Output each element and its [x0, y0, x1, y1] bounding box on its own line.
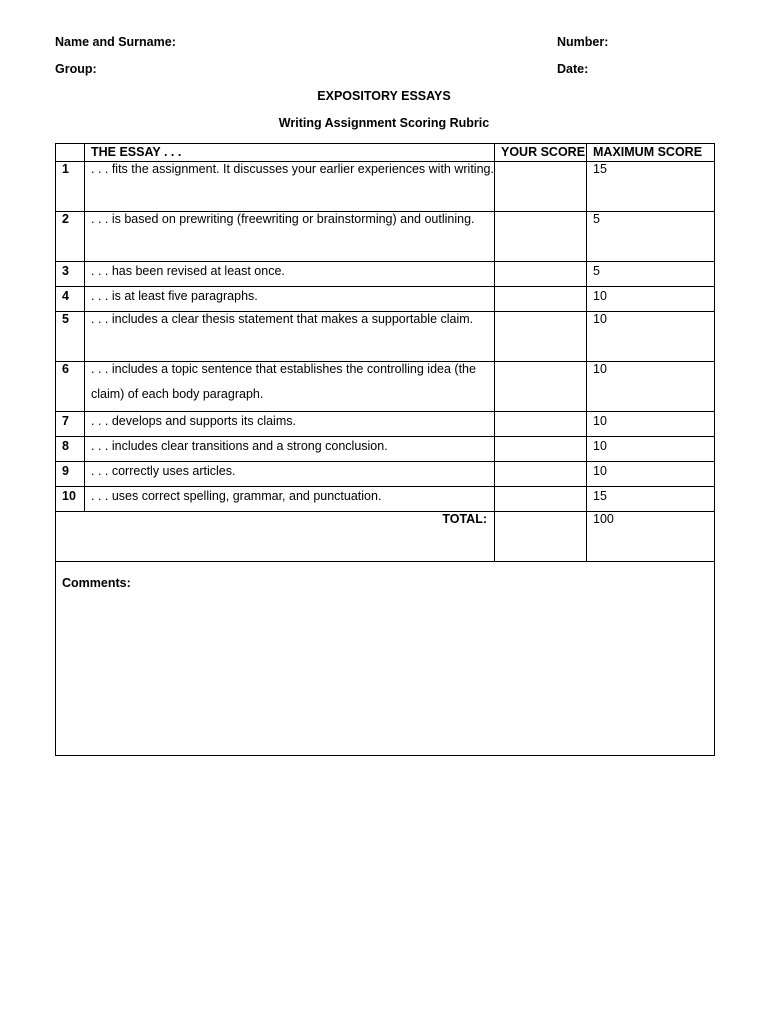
number-label: Number:: [557, 35, 609, 49]
max-score-value: 10: [593, 464, 607, 478]
your-score-cell[interactable]: [495, 162, 587, 212]
scoring-rubric-table: [55, 143, 715, 756]
row-number: 10: [62, 489, 76, 503]
table-row: [56, 312, 715, 362]
table-row: [56, 262, 715, 287]
document-title: EXPOSITORY ESSAYS: [317, 89, 451, 103]
date-label: Date:: [557, 62, 589, 76]
total-row: [56, 512, 715, 562]
table-row: [56, 287, 715, 312]
criterion-text: . . . correctly uses articles.: [91, 464, 236, 478]
column-header-number: [56, 144, 85, 162]
group-label: Group:: [55, 62, 97, 76]
your-score-cell[interactable]: [495, 262, 587, 287]
row-number: 7: [62, 414, 69, 428]
criterion-text: . . . fits the assignment. It discusses your earlier experiences with writing.: [91, 162, 494, 176]
table-row: [56, 412, 715, 437]
name-surname-label: Name and Surname:: [55, 35, 176, 49]
max-score-value: 5: [593, 212, 600, 226]
criterion-text: . . . includes a clear thesis statement that makes a supportable claim.: [91, 312, 474, 326]
table-header-row: [56, 144, 715, 162]
total-max-score: 100: [593, 512, 614, 526]
your-score-cell[interactable]: [495, 487, 587, 512]
your-score-cell[interactable]: [495, 362, 587, 412]
your-score-cell[interactable]: [495, 437, 587, 462]
column-header-your-score: YOUR SCORE: [495, 144, 587, 162]
max-score-value: 10: [593, 414, 607, 428]
criterion-text: . . . has been revised at least once.: [91, 264, 285, 278]
max-score-value: 10: [593, 312, 607, 326]
row-number: 1: [62, 162, 69, 176]
max-score-value: 10: [593, 439, 607, 453]
your-score-cell[interactable]: [495, 312, 587, 362]
row-number: 6: [62, 362, 69, 376]
row-number: 9: [62, 464, 69, 478]
criterion-text: . . . develops and supports its claims.: [91, 414, 296, 428]
table-row: [56, 362, 715, 412]
comments-label: Comments:: [62, 576, 131, 590]
max-score-value: 5: [593, 264, 600, 278]
row-number: 8: [62, 439, 69, 453]
your-score-cell[interactable]: [495, 462, 587, 487]
row-number: 2: [62, 212, 69, 226]
criterion-text: . . . uses correct spelling, grammar, and punctuation.: [91, 489, 382, 503]
your-score-cell[interactable]: [495, 212, 587, 262]
table-row: [56, 162, 715, 212]
comments-area[interactable]: [56, 562, 715, 756]
criterion-text: . . . is based on prewriting (freewriting or brainstorming) and outlining.: [91, 212, 475, 226]
row-number: 5: [62, 312, 69, 326]
table-row: [56, 487, 715, 512]
your-score-cell[interactable]: [495, 412, 587, 437]
table-row: [56, 437, 715, 462]
total-your-score-cell[interactable]: [495, 512, 587, 562]
max-score-value: 15: [593, 162, 607, 176]
criterion-text: . . . includes clear transitions and a strong conclusion.: [91, 439, 388, 453]
max-score-value: 10: [593, 289, 607, 303]
max-score-value: 10: [593, 362, 607, 376]
max-score-value: 15: [593, 489, 607, 503]
column-header-essay: THE ESSAY . . .: [85, 144, 495, 162]
criterion-text: . . . includes a topic sentence that establishes the controlling idea (the claim) of each body paragraph.: [91, 362, 476, 401]
total-label: TOTAL:: [442, 512, 487, 526]
table-row: [56, 462, 715, 487]
row-number: 4: [62, 289, 69, 303]
document-subtitle: Writing Assignment Scoring Rubric: [278, 116, 490, 130]
table-row: [56, 212, 715, 262]
comments-row: [56, 562, 715, 756]
criterion-text: . . . is at least five paragraphs.: [91, 289, 258, 303]
column-header-maximum-score: MAXIMUM SCORE: [587, 144, 715, 162]
row-number: 3: [62, 264, 69, 278]
your-score-cell[interactable]: [495, 287, 587, 312]
